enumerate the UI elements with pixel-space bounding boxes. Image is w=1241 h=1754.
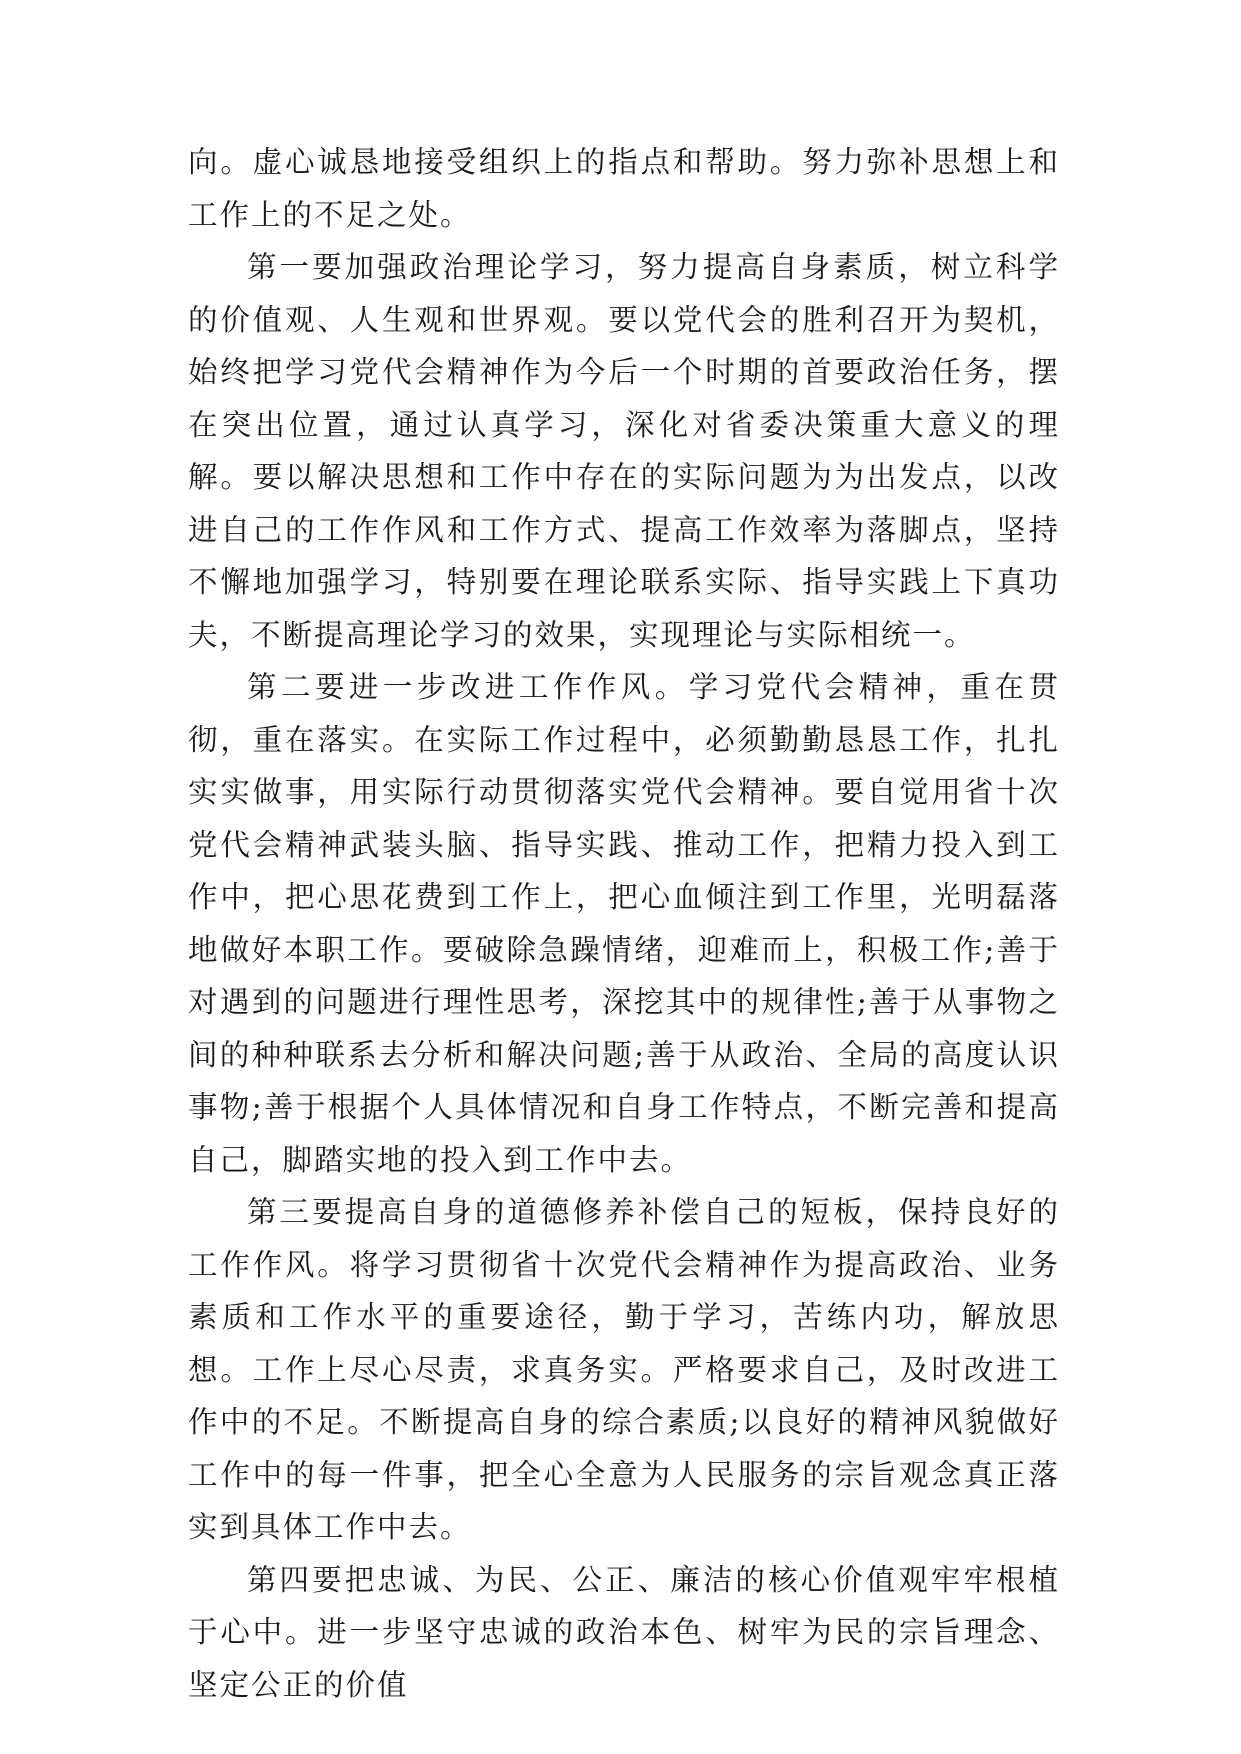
paragraph-second-point: 第二要进一步改进工作作风。学习党代会精神，重在贯彻，重在落实。在实际工作过程中，必须勤勤恳恳工作，扎扎实实做事，用实际行动贯彻落实党代会精神。要自觉用省十次党代会精神武装头脑、指导实践、推动工作，把精力投入到工作中，把心思花费到工作上，把心血倾注到工作里，光明磊落地做好本职工作。要破除急躁情绪，迎难而上，积极工作;善于对遇到的问题进行理性思考，深挖其中的规律性;善于从事物之间的种种联系去分析和解决问题;善于从政治、全局的高度认识事物;善于根据个人具体情况和自身工作特点，不断完善和提高自己，脚踏实地的投入到工作中去。 <box>188 670 1060 1177</box>
document-body <box>188 136 1060 1711</box>
paragraph-third-point: 第三要提高自身的道德修养补偿自己的短板，保持良好的工作作风。将学习贯彻省十次党代会精神作为提高政治、业务素质和工作水平的重要途径，勤于学习，苦练内功，解放思想。工作上尽心尽责，求真务实。严格要求自己，及时改进工作中的不足。不断提高自身的综合素质;以良好的精神风貌做好工作中的每一件事，把全心全意为人民服务的宗旨观念真正落实到具体工作中去。 <box>188 1195 1060 1544</box>
paragraph-continuation: 向。虚心诚恳地接受组织上的指点和帮助。努力弥补思想上和工作上的不足之处。 <box>188 145 1060 232</box>
paragraph-first-point: 第一要加强政治理论学习，努力提高自身素质，树立科学的价值观、人生观和世界观。要以党代会的胜利召开为契机，始终把学习党代会精神作为今后一个时期的首要政治任务，摆在突出位置，通过认真学习，深化对省委决策重大意义的理解。要以解决思想和工作中存在的实际问题为为出发点，以改进自己的工作作风和工作方式、提高工作效率为落脚点，坚持不懈地加强学习，特别要在理论联系实际、指导实践上下真功夫，不断提高理论学习的效果，实现理论与实际相统一。 <box>188 250 1060 652</box>
paragraph-fourth-point: 第四要把忠诚、为民、公正、廉洁的核心价值观牢牢根植于心中。进一步坚守忠诚的政治本色、树牢为民的宗旨理念、坚定公正的价值 <box>188 1562 1060 1702</box>
